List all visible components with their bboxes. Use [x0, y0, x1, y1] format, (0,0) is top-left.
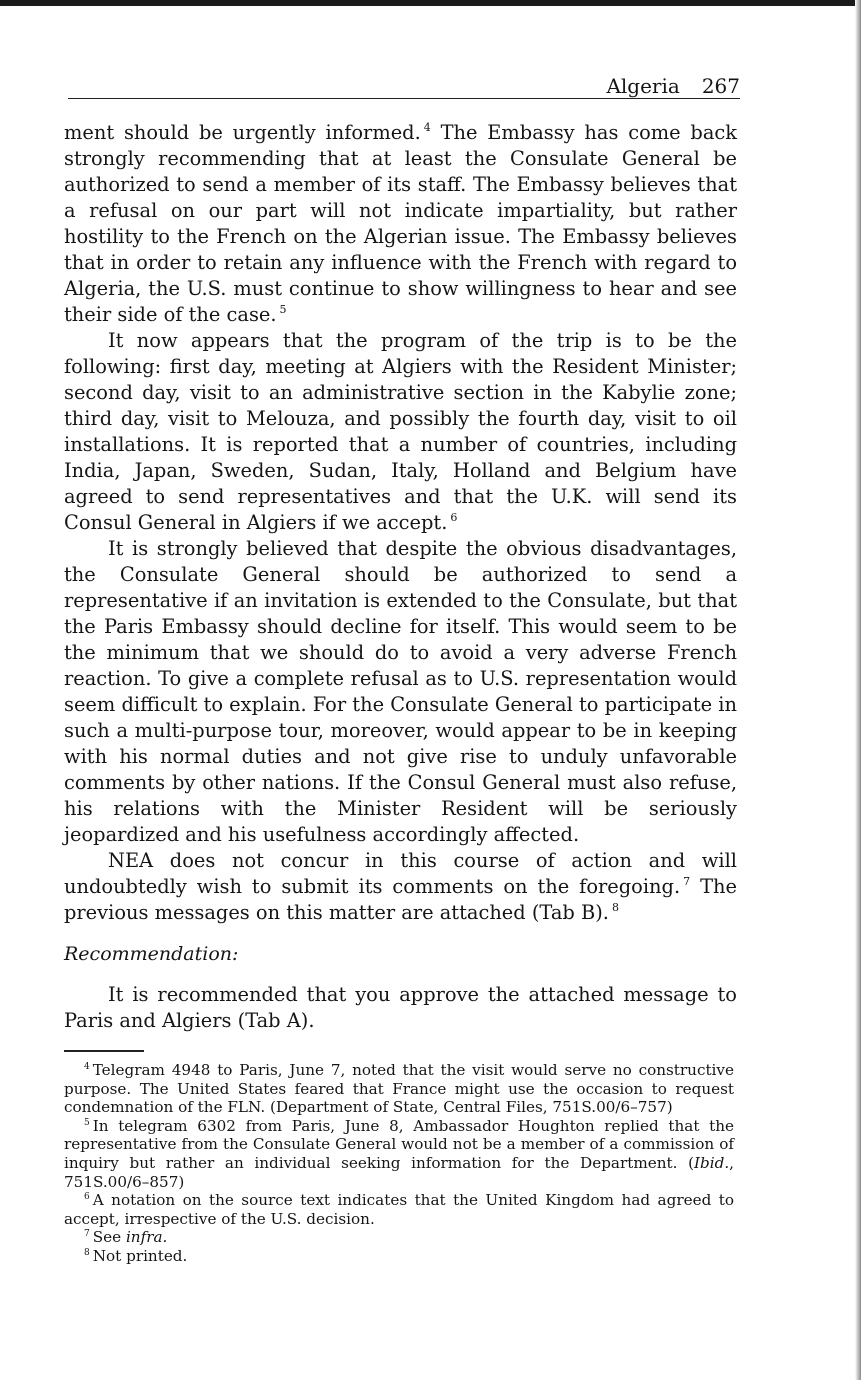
footnote-ref: 5 [279, 303, 287, 316]
footnote-8 [64, 1247, 734, 1266]
footnote-text: See [92, 1228, 126, 1247]
footnote-number: 5 [84, 1117, 90, 1128]
footnote-text: A notation on the source text indicates that the United Kingdom had agreed to accept, irrespective of the U.S. decision. [64, 1191, 734, 1228]
footnote-7 [64, 1228, 734, 1247]
footnote-italic: infra. [125, 1228, 168, 1247]
footnote-text: Telegram 4948 to Paris, June 7, noted that the visit would serve no constructive purpose. The United States feared that France might use the occasion to request condemnation of the FLN. (Department of State, Central Files, 751S.00/6–757) [64, 1061, 734, 1117]
recommendation-paragraph: It is recommended that you approve the attached message to Paris and Algiers (Tab A). [64, 983, 737, 1032]
paragraph-3 [64, 536, 737, 848]
footnote-4 [64, 1061, 734, 1117]
footnote-6 [64, 1191, 734, 1228]
paragraph-1 [64, 120, 737, 328]
footnote-italic: Ibid. [694, 1153, 730, 1172]
paragraph-text: ment should be urgently informed. [64, 121, 421, 144]
paragraph-2 [64, 328, 737, 536]
paragraph-text: NEA does not concur in this course of action and will undoubtedly wish to submit its comments on the foregoing. [64, 849, 737, 898]
page-top-edge [0, 0, 861, 6]
footnotes [64, 1061, 734, 1266]
footnote-number: 4 [84, 1062, 90, 1072]
paragraph-text: It is strongly believed that despite the obvious disadvantages, the Consulate General should be authorized to send a representative if an invitation is extended to the Consulate, but that the Paris Embassy should decline for itself. This would seem to be the minimum that we should do to avoid a very adverse French reaction. To give a complete refusal as to U.S. representation would seem difficult to explain. For the Consulate General to participate in such a multi-purpose tour, moreover, would appear to be in keeping with his normal duties and not give rise to unduly unfavorable comments by other nations. If the Consul General must also refuse, his relations with the Minister Resident will be seriously jeopardized and his usefulness accordingly affected. [64, 537, 737, 846]
running-title: Algeria [606, 74, 680, 98]
body-text [64, 120, 737, 926]
footnote-number: 8 [84, 1247, 90, 1258]
footnote-ref: 4 [423, 121, 431, 134]
footnote-text: Not printed. [92, 1246, 188, 1265]
footnote-text: In telegram 6302 from Paris, June 8, Ambassador Houghton replied that the representative from the Consulate General would not be a member of a commission of inquiry but rather an individual seeking information for the Department. ( [64, 1116, 734, 1172]
paragraph-text: The previous messages on this matter are attached (Tab B). [64, 875, 737, 924]
paragraph-text: It now appears that the program of the trip is to be the following: first day, meeting at Algiers with the Resident Minister; second day, visit to an administrative section in the Kabylie zone; third day, visit to Melouza, and possibly the fourth day, visit to oil installations. It is reported that a number of countries, including India, Japan, Sweden, Sudan, Italy, Holland and Belgium have agreed to send representatives and that the U.K. will send its Consul General in Algiers if we accept. [64, 329, 737, 534]
footnote-text: , 751S.00/6–857) [64, 1153, 734, 1191]
footnote-number: 7 [84, 1229, 90, 1240]
running-header [68, 74, 740, 99]
footnote-5 [64, 1117, 734, 1191]
footnote-ref: 6 [450, 511, 458, 524]
page-right-edge [855, 0, 861, 1380]
recommendation-label: Recommendation: [64, 943, 239, 965]
footnote-ref: 8 [611, 901, 619, 914]
paragraph-text: The Embassy has come back strongly recommending that at least the Consulate General be authorized to send a member of its staff. The Embassy believes that a refusal on our part will not indicate impartiality, but rather hostility to the French on the Algerian issue. The Embassy believes that in order to retain any influence with the French with regard to Algeria, the U.S. must continue to show willingness to hear and see their side of the case. [64, 121, 737, 326]
footnote-ref: 7 [683, 875, 691, 888]
footnote-divider [64, 1050, 144, 1052]
recommendation-text [64, 982, 737, 1034]
paragraph-4 [64, 848, 737, 926]
page-number: 267 [701, 74, 740, 98]
footnote-number: 6 [84, 1192, 90, 1203]
